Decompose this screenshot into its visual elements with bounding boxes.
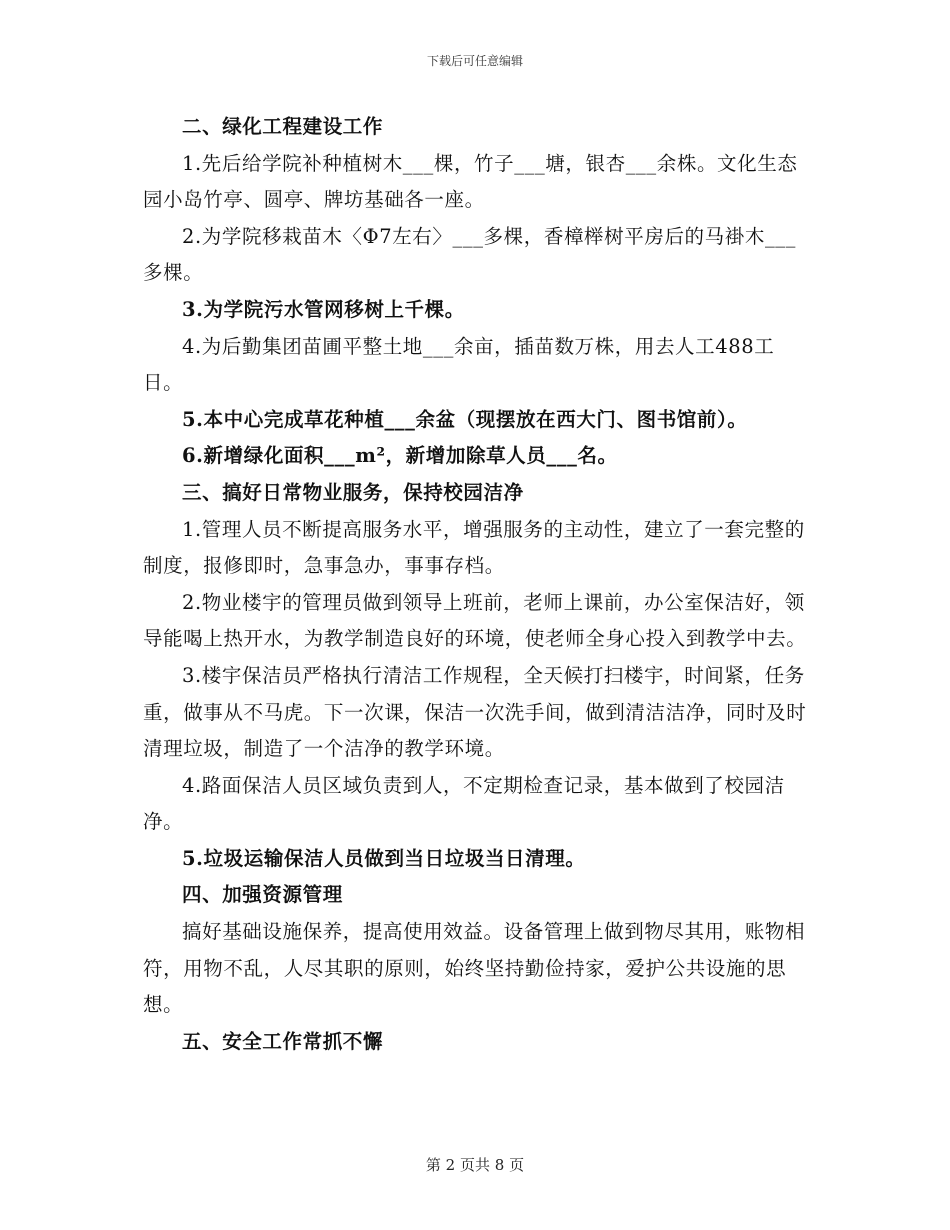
page-header: 下载后可任意编辑 [426, 54, 523, 68]
section-heading-property: 三、搞好日常物业服务，保持校园洁净 [182, 480, 524, 504]
paragraph-property-2: 2.物业楼宇的管理员做到领导上班前，老师上课前，办公室保洁好，领导能喝上热开水，为教学制造良好的环境，使老师全身心投入到教学中去。 [143, 590, 807, 651]
paragraph-resources-1: 搞好基础设施保养，提高使用效益。设备管理上做到物尽其用，账物相符，用物不乱，人尽其职的原则，始终坚持勤俭持家，爱护公共设施的思想。 [143, 920, 806, 1017]
section-heading-safety: 五、安全工作常抓不懈 [182, 1029, 384, 1053]
paragraph-greening-4: 4.为后勤集团苗圃平整土地___余亩，插苗数万株，用去人工488工日。 [143, 334, 775, 395]
document-body [143, 109, 809, 1060]
paragraph-greening-6: 6.新增绿化面积___m²，新增加除草人员___名。 [182, 444, 618, 468]
paragraph-greening-3: 3.为学院污水管网移树上千棵。 [182, 297, 465, 321]
section-heading-resources: 四、加强资源管理 [182, 883, 343, 907]
paragraph-property-3: 3.楼宇保洁员严格执行清洁工作规程，全天候打扫楼宇，时间紧，任务重，做事从不马虎。下一次课，保洁一次洗手间，做到清洁洁净，同时及时清理垃圾，制造了一个洁净的教学环境。 [143, 663, 807, 761]
paragraph-greening-2: 2.为学院移栽苗木〈Φ7左右〉___多棵，香樟榉树平房后的马褂木___多棵。 [143, 224, 796, 285]
paragraph-greening-1: 1.先后给学院补种植树木___棵，竹子___塘，银杏___余株。文化生态园小岛竹亭、圆亭、牌坊基础各一座。 [143, 151, 798, 212]
paragraph-property-5: 5.垃圾运输保洁人员做到当日垃圾当日清理。 [182, 846, 586, 870]
paragraph-property-4: 4.路面保洁人员区域负责到人，不定期检查记录，基本做到了校园洁净。 [143, 773, 785, 834]
paragraph-greening-5: 5.本中心完成草花种植___余盆（现摆放在西大门、图书馆前）。 [182, 407, 748, 431]
page-footer: 第 2 页共 8 页 [425, 1156, 525, 1174]
paragraph-property-1: 1.管理人员不断提高服务水平，增强服务的主动性，建立了一套完整的制度，报修即时，急事急办，事事存档。 [143, 517, 805, 578]
section-heading-greening: 二、绿化工程建设工作 [182, 115, 384, 138]
